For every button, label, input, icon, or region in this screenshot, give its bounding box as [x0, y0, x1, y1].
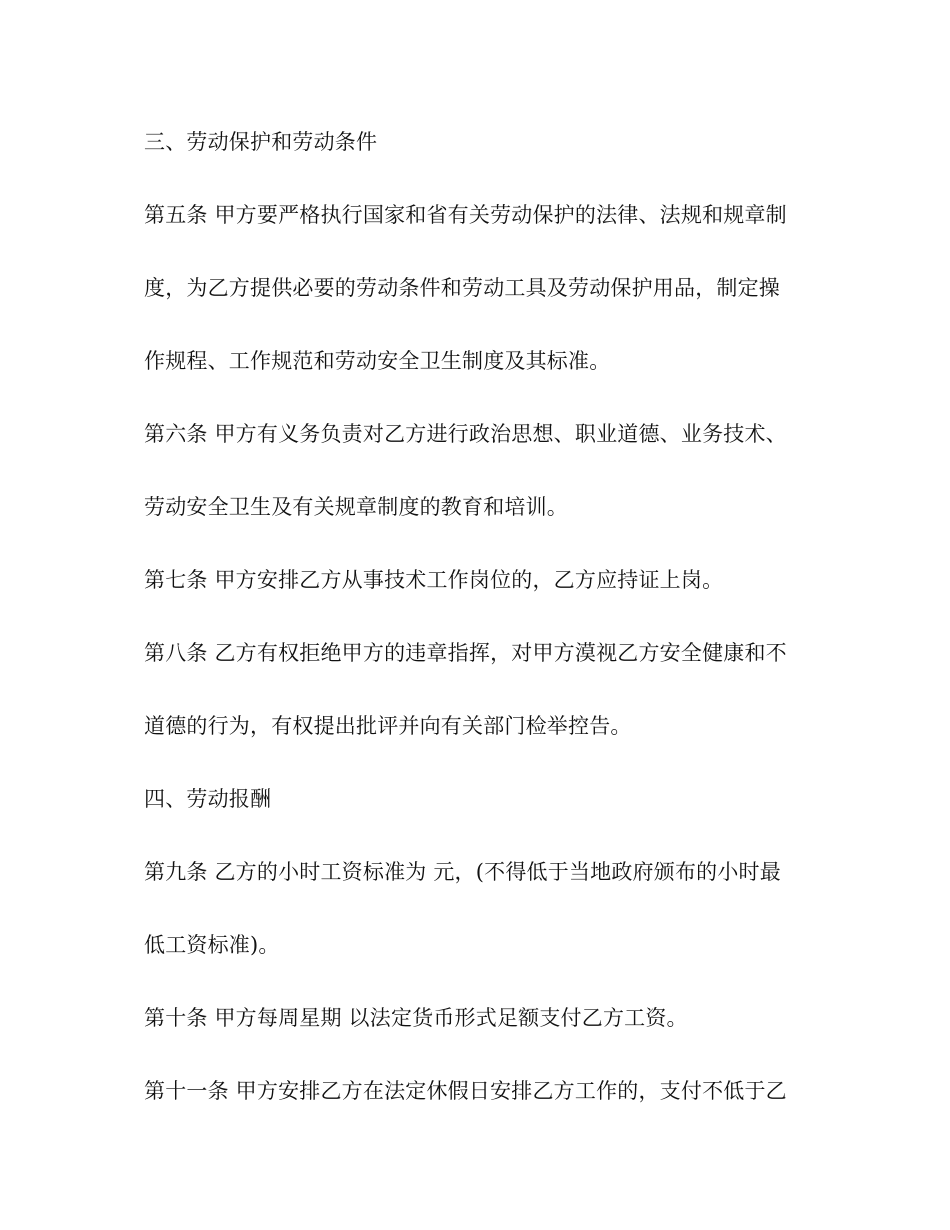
section-heading-labor-protection: 三、劳动保护和劳动条件	[144, 130, 378, 154]
article-6-line-1: 第六条 甲方有义务负责对乙方进行政治思想、职业道德、业务技术、	[144, 422, 787, 446]
article-9-line-2: 低工资标准)。	[144, 933, 280, 957]
article-9-line-1: 第九条 乙方的小时工资标准为 元，(不得低于当地政府颁布的小时最	[144, 860, 781, 884]
article-5-line-2: 度，为乙方提供必要的劳动条件和劳动工具及劳动保护用品，制定操	[144, 276, 780, 300]
document-body	[144, 124, 812, 1146]
article-8-line-2: 道德的行为，有权提出批评并向有关部门检举控告。	[144, 714, 632, 738]
article-11-line-1: 第十一条 甲方安排乙方在法定休假日安排乙方工作的，支付不低于乙	[144, 1079, 787, 1103]
article-8-line-1: 第八条 乙方有权拒绝甲方的违章指挥，对甲方漠视乙方安全健康和不	[144, 641, 787, 665]
article-10-line-1: 第十条 甲方每周星期 以法定货币形式足额支付乙方工资。	[144, 1006, 688, 1030]
section-heading-remuneration: 四、劳动报酬	[144, 787, 272, 811]
article-7-line-1: 第七条 甲方安排乙方从事技术工作岗位的，乙方应持证上岗。	[144, 568, 724, 592]
article-5-line-1: 第五条 甲方要严格执行国家和省有关劳动保护的法律、法规和规章制	[144, 203, 787, 227]
article-5-line-3: 作规程、工作规范和劳动安全卫生制度及其标准。	[144, 349, 611, 373]
article-6-line-2: 劳动安全卫生及有关规章制度的教育和培训。	[144, 495, 568, 519]
